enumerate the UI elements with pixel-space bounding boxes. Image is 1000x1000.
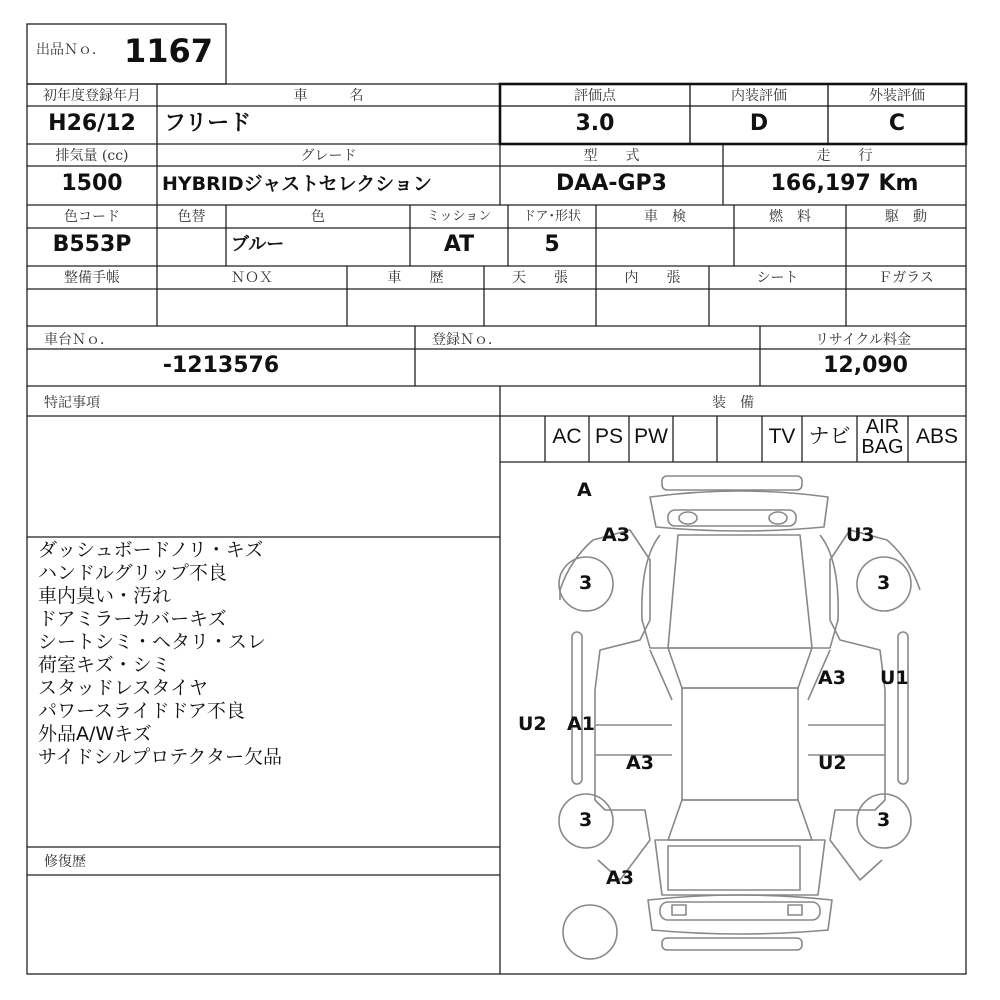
inspection-label: 車 検 bbox=[644, 209, 686, 225]
remark-line: スタッドレスタイヤ bbox=[38, 677, 209, 699]
score-value: 3.0 bbox=[575, 111, 615, 136]
nox-label: ＮＯＸ bbox=[231, 270, 273, 286]
damage-right-side: A3 bbox=[818, 667, 846, 689]
interior-rating-value: D bbox=[749, 111, 769, 136]
damage-left-outer: U2 bbox=[518, 713, 547, 735]
chassis-number-value: -1213576 bbox=[162, 353, 280, 378]
mission-label: ミッション bbox=[426, 209, 492, 224]
mileage-label: 走 行 bbox=[816, 148, 873, 164]
equipment-pw: PW bbox=[634, 425, 668, 448]
damage-right-rear: U2 bbox=[818, 752, 847, 774]
equipment-ps: PS bbox=[594, 425, 623, 448]
chassis-number-label: 車台Ｎｏ． bbox=[44, 332, 114, 348]
fuel-label: 燃 料 bbox=[769, 209, 811, 225]
damage-front: A bbox=[577, 479, 592, 501]
lot-number-label: 出品Ｎｏ． bbox=[36, 42, 106, 58]
displacement-label: 排気量 (cc) bbox=[55, 148, 129, 164]
drive-label: 駆 動 bbox=[885, 209, 927, 225]
interior-trim-label: 内 張 bbox=[624, 270, 681, 286]
remarks-list bbox=[38, 539, 493, 769]
registration-number-label: 登録Ｎｏ． bbox=[432, 332, 502, 348]
equipment-navi: ナビ bbox=[808, 425, 851, 448]
color-value: ブルー bbox=[231, 234, 285, 255]
damage-left-rear: A3 bbox=[626, 752, 654, 774]
first-registration-label: 初年度登録年月 bbox=[43, 88, 141, 104]
remark-line: 外品A/Wキズ bbox=[38, 723, 152, 745]
repair-history-label: 修復歴 bbox=[44, 854, 86, 870]
damage-left-door: A1 bbox=[567, 713, 595, 735]
mileage-value: 166,197 Km bbox=[770, 171, 919, 196]
doors-label: ドア･形状 bbox=[522, 209, 582, 224]
vehicle-history-label: 車 歴 bbox=[387, 270, 444, 286]
model-value: DAA-GP3 bbox=[556, 171, 667, 196]
grade-value: HYBRIDジャストセレクション bbox=[162, 173, 432, 195]
remarks-label: 特記事項 bbox=[44, 395, 100, 411]
equipment-tv: TV bbox=[768, 425, 796, 448]
equipment-airbag: AIR BAG bbox=[861, 416, 904, 458]
equipment-label: 装 備 bbox=[712, 395, 754, 411]
tire-rear-left: 3 bbox=[579, 809, 593, 831]
front-glass-label: Ｆガラス bbox=[878, 270, 934, 286]
lot-number: 1167 bbox=[124, 32, 214, 70]
headliner-label: 天 張 bbox=[512, 270, 568, 286]
model-label: 型 式 bbox=[583, 148, 640, 164]
equipment-ac: AC bbox=[552, 425, 582, 448]
mission-value: AT bbox=[443, 232, 475, 257]
damage-rear: A3 bbox=[606, 867, 634, 889]
remark-line: パワースライドドア不良 bbox=[38, 700, 245, 722]
grade-label: グレード bbox=[300, 148, 357, 164]
exterior-rating-value: C bbox=[888, 111, 906, 136]
color-label: 色 bbox=[311, 209, 325, 225]
tire-rear-right: 3 bbox=[877, 809, 891, 831]
tire-front-left: 3 bbox=[579, 572, 593, 594]
repaint-label: 色替 bbox=[177, 209, 206, 225]
remark-line: 荷室キズ・シミ bbox=[38, 654, 171, 676]
color-code-label: 色コード bbox=[64, 209, 120, 225]
displacement-value: 1500 bbox=[61, 171, 123, 196]
car-name-value: フリード bbox=[164, 111, 252, 136]
remark-line: サイドシルプロテクター欠品 bbox=[38, 746, 283, 768]
car-name-label: 車 名 bbox=[293, 88, 364, 104]
remark-line: 車内臭い・汚れ bbox=[38, 585, 172, 607]
damage-right-pillar: U1 bbox=[880, 667, 909, 689]
damage-front-left: A3 bbox=[602, 524, 630, 546]
remark-line: ハンドルグリップ不良 bbox=[38, 562, 227, 584]
damage-front-right: U3 bbox=[846, 524, 875, 546]
seat-label: シート bbox=[756, 270, 799, 286]
tire-front-right: 3 bbox=[877, 572, 891, 594]
remark-line: シートシミ・ヘタリ・スレ bbox=[38, 631, 267, 653]
first-registration-value: H26/12 bbox=[48, 111, 136, 136]
equipment-abs: ABS bbox=[915, 425, 959, 448]
remark-line: ドアミラーカバーキズ bbox=[38, 608, 227, 630]
doors-value: 5 bbox=[544, 232, 560, 257]
maintenance-book-label: 整備手帳 bbox=[64, 270, 120, 286]
score-label: 評価点 bbox=[574, 88, 616, 104]
color-code-value: B553P bbox=[52, 232, 132, 257]
remark-line: ダッシュボードノリ・キズ bbox=[38, 539, 264, 561]
recycle-fee-value: 12,090 bbox=[823, 353, 908, 378]
interior-rating-label: 内装評価 bbox=[731, 88, 787, 104]
exterior-rating-label: 外装評価 bbox=[869, 88, 925, 104]
recycle-fee-label: リサイクル料金 bbox=[814, 332, 912, 348]
